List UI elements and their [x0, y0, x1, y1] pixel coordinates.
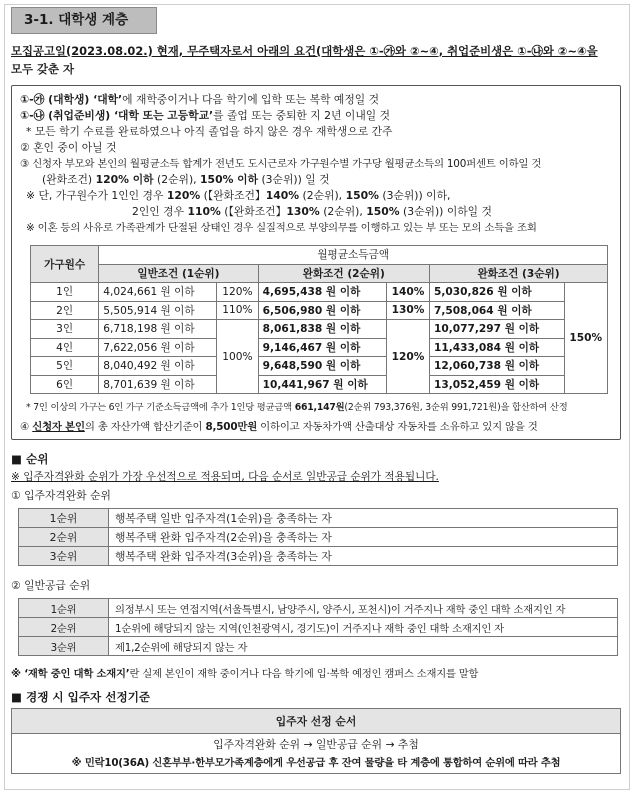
table-row: 3순위 행복주택 완화 입주자격(3순위)을 충족하는 자: [19, 547, 618, 566]
req-student: ①-㉮ (대학생) ‘대학’에 재학중이거나 다음 학기에 입학 또는 복학 예정일 것: [20, 93, 380, 106]
campus-definition: ※ ‘재학 중인 대학 소재지’란 실제 본인이 재학 중이거나 다음 학기에 입·복학 예정인 캠퍼스 소재지를 말함: [11, 668, 479, 680]
table-row: 2순위 행복주택 완화 입주자격(2순위)을 충족하는 자: [19, 528, 618, 547]
table-row: 3인 6,718,198 원 이하 100% 8,061,838 원 이하 120% 10,077,297 원 이하: [31, 320, 608, 339]
table-row: 1인 4,024,661 원 이하 120% 4,695,438 원 이하 140% 5,030,826 원 이하 150%: [31, 283, 608, 302]
table-row: 1순위 의정부시 또는 연접지역(서울특별시, 남양주시, 양주시, 포천시)이 거주지나 재학 중인 대학 소재지인 자: [19, 599, 618, 618]
income-footnote: * 7인 이상의 가구는 6인 가구 기준소득금액에 추가 1인당 평균금액 661,147원(2순위 793,376원, 3순위 991,721원)을 합산하여 산정: [26, 402, 568, 413]
selection-heading: ■ 경쟁 시 입주자 선정기준: [11, 690, 151, 704]
selection-table-head: 입주자 선정 순서: [12, 709, 621, 734]
col-household: 가구원수: [31, 246, 99, 283]
table-row: 5인 8,040,492 원 이하 9,648,590 원 이하 12,060,738 원 이하: [31, 357, 608, 376]
general-order-subheading: ② 일반공급 순위: [11, 579, 91, 592]
req-income: ③ 신청자 부모와 본인의 월평균소득 합계가 전년도 도시근로자 가구원수별 가구당 월평균소득의 100퍼센트 이하일 것: [20, 158, 542, 170]
col-general: 일반조건 (1순위): [99, 264, 258, 283]
req-jobseeker: ①-㉯ (취업준비생) ‘대학 또는 고등학교’를 졸업 또는 중퇴한 지 2년 이내일 것: [20, 109, 391, 122]
table-row: 2인 5,505,914 원 이하 110% 6,506,980 원 이하 130% 7,508,064 원 이하: [31, 301, 608, 320]
relaxed-order-subheading: ① 입주자격완화 순위: [11, 489, 111, 502]
general-order-table: [18, 598, 618, 656]
col-monthly-income: 월평균소득금액: [99, 246, 608, 265]
req-two-person: 2인인 경우 110% (【완화조건】130% (2순위), 150% (3순위)) 이하일 것: [132, 205, 492, 218]
relaxed-order-table: [18, 508, 618, 566]
section-title: 3-1. 대학생 계층: [11, 7, 157, 34]
selection-flow: 입주자격완화 순위 → 일반공급 순위 → 추첨: [213, 737, 419, 751]
col-relaxed-2: 완화조건 (2순위): [258, 264, 429, 283]
table-row: 4인 7,622,056 원 이하 9,146,467 원 이하 11,433,084 원 이하: [31, 338, 608, 357]
table-row: 6인 8,701,639 원 이하 10,441,967 원 이하 13,052,459 원 이하: [31, 375, 608, 394]
selection-table: [11, 708, 621, 774]
col-relaxed-3: 완화조건 (3순위): [430, 264, 608, 283]
req-divorce-note: ※ 이혼 등의 사유로 가족관계가 단절된 상태인 경우 실질적으로 부양의무를 이행하고 있는 부 또는 모의 소득을 조회: [26, 222, 537, 234]
table-row: 3순위 제1,2순위에 해당되지 않는 자: [19, 637, 618, 656]
req-note-enrolled: * 모든 학기 수료를 완료하였으나 아직 졸업을 하지 않은 경우 재학생으로 간주: [26, 125, 393, 138]
req-one-person: ※ 단, 가구원수가 1인인 경우 120% (【완화조건】140% (2순위), 150% (3순위)) 이하,: [26, 189, 451, 202]
req-assets: ④ 신청자 본인의 총 자산가액 합산기준이 8,500만원 이하이고 자동차가액 산출대상 자동차를 소유하고 있지 않을 것: [20, 421, 538, 433]
req-income-relaxed: (완화조건) 120% 이하 (2순위), 150% 이하 (3순위)) 일 것: [42, 173, 330, 186]
table-row: 1순위 행복주택 일반 입주자격(1순위)을 충족하는 자: [19, 509, 618, 528]
selection-table-body: [12, 734, 621, 774]
selection-note: ※ 민락10(36A) 신혼부부·한부모가족계층에게 우선공급 후 잔여 물량을 타 계층에 통합하여 순위에 따라 추첨: [71, 756, 561, 769]
intro-line-2: 모두 갖춘 자: [11, 62, 74, 76]
req-unmarried: ② 혼인 중이 아닐 것: [20, 141, 117, 154]
income-table: [30, 245, 608, 394]
order-heading: ■ 순위: [11, 452, 49, 466]
order-note: ※ 입주자격완화 순위가 가장 우선적으로 적용되며, 다음 순서로 일반공급 순위가 적용됩니다.: [11, 471, 439, 483]
intro-line-1: 모집공고일(2023.08.02.) 현재, 무주택자로서 아래의 요건(대학생은 ①-㉮와 ②~④, 취업준비생은 ①-㉯와 ②~④을: [11, 44, 598, 58]
table-row: 2순위 1순위에 해당되지 않는 지역(인천광역시, 경기도)이 거주지나 재학 중인 대학 소재지인 자: [19, 618, 618, 637]
eligibility-intro: [11, 42, 619, 78]
